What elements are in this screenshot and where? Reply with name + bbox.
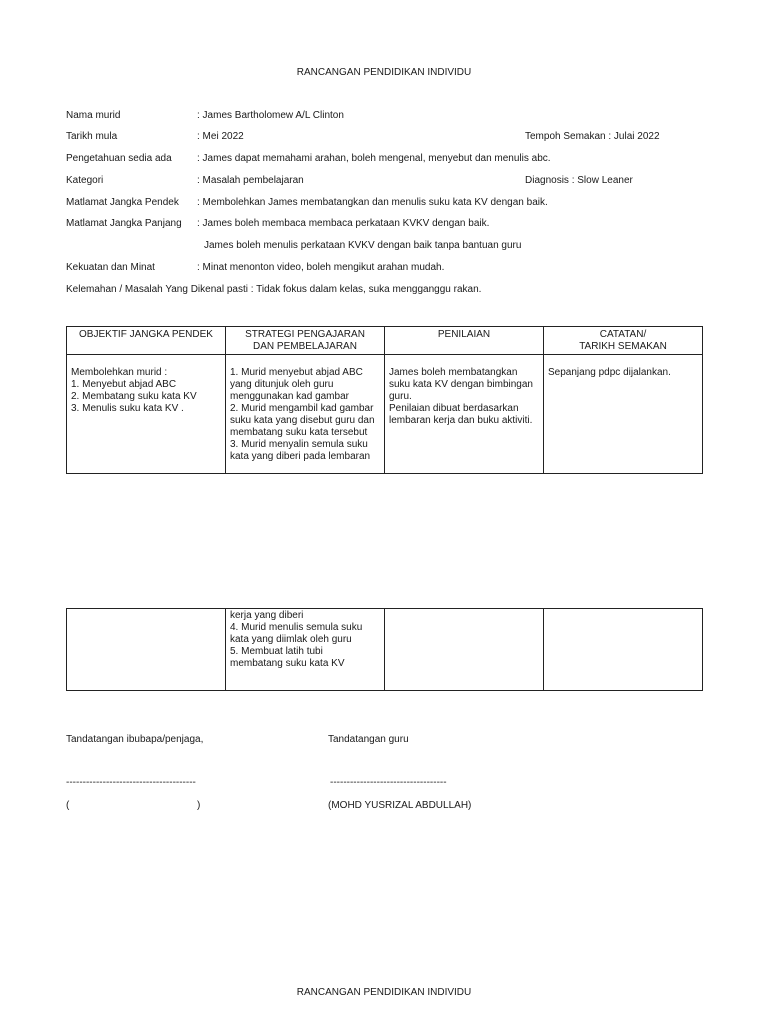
pengetahuan-label: Pengetahuan sedia ada [66,153,172,164]
cell-line: 2. Murid mengambil kad gambar [230,403,374,414]
cell-line: kata yang diberi pada lembaran [230,451,371,462]
header-catatan: CATATAN/ TARIKH SEMAKAN [544,327,703,355]
cell-objektif [67,355,226,474]
rpi-table-continued [66,608,703,691]
nama-value: : James Bartholomew A/L Clinton [197,110,344,121]
header-strategi: STRATEGI PENGAJARAN DAN PEMBELAJARAN [226,327,385,355]
cell-line: suku kata KV dengan bimbingan [389,379,533,390]
matlamat-panjang-label: Matlamat Jangka Panjang [66,218,182,229]
pengetahuan-value: : James dapat memahami arahan, boleh mengenal, menyebut dan menulis abc. [197,153,551,164]
cell-line: 1. Menyebut abjad ABC [71,379,177,390]
teacher-signature-label: Tandatangan guru [328,734,409,745]
rpi-table-top [66,326,703,474]
cell-line: Sepanjang pdpc dijalankan. [548,367,671,378]
kelemahan: Kelemahan / Masalah Yang Dikenal pasti : Tidak fokus dalam kelas, suka mengganggu rakan. [66,284,482,295]
cell-line: kerja yang diberi [230,610,304,621]
cell-line: guru. [389,391,412,402]
cell-catatan [544,355,703,474]
cell-line: 1. Murid menyebut abjad ABC [230,367,363,378]
cell-strategi [226,609,385,691]
cell-line: lembaran kerja dan buku aktiviti. [389,415,533,426]
table-header-row [67,327,703,355]
cell-line: 5. Membuat latih tubi [230,646,323,657]
parent-signature-line: --------------------------------------- [66,777,196,788]
cell-line: James boleh membatangkan [389,367,518,378]
matlamat-panjang-value-1: : James boleh membaca membaca perkataan KVKV dengan baik. [197,218,490,229]
cell-line: kata yang diimlak oleh guru [230,634,352,645]
cell-catatan-empty [544,609,703,691]
matlamat-pendek-label: Matlamat Jangka Pendek [66,197,179,208]
diagnosis: Diagnosis : Slow Leaner [525,175,633,186]
cell-line: Membolehkan murid : [71,367,168,378]
cell-line: membatang suku kata KV [230,658,345,669]
tarikh-value: : Mei 2022 [197,131,244,142]
matlamat-panjang-value-2: James boleh menulis perkataan KVKV dengan baik tanpa bantuan guru [204,240,522,251]
parent-name-close: ) [197,800,201,811]
header-objektif: OBJEKTIF JANGKA PENDEK [67,327,226,355]
cell-objektif-empty [67,609,226,691]
cell-line: membatang suku kata tersebut [230,427,368,438]
matlamat-pendek-value: : Membolehkan James membatangkan dan menulis suku kata KV dengan baik. [197,197,548,208]
page-title: RANCANGAN PENDIDIKAN INDIVIDU [296,67,472,78]
kategori-value: : Masalah pembelajaran [197,175,304,186]
parent-signature-label: Tandatangan ibubapa/penjaga, [66,734,204,745]
tarikh-label: Tarikh mula [66,131,118,142]
cell-line: suku kata yang disebut guru dan [230,415,375,426]
cell-line: 3. Menulis suku kata KV . [71,403,184,414]
table-row [67,609,703,691]
cell-line: Penilaian dibuat berdasarkan [389,403,519,414]
tempoh-semakan: Tempoh Semakan : Julai 2022 [525,131,660,142]
kategori-label: Kategori [66,175,104,186]
cell-line: 2. Membatang suku kata KV [71,391,197,402]
header-penilaian: PENILAIAN [385,327,544,355]
cell-line: menggunakan kad gambar [230,391,349,402]
cell-strategi [226,355,385,474]
teacher-name: (MOHD YUSRIZAL ABDULLAH) [328,800,472,811]
cell-penilaian [385,355,544,474]
cell-penilaian-empty [385,609,544,691]
nama-label: Nama murid [66,110,121,121]
cell-line: yang ditunjuk oleh guru [230,379,334,390]
table-row [67,355,703,474]
footer-title: RANCANGAN PENDIDIKAN INDIVIDU [296,987,472,998]
kekuatan-value: : Minat menonton video, boleh mengikut arahan mudah. [197,262,445,273]
kekuatan-label: Kekuatan dan Minat [66,262,155,273]
teacher-signature-line: ----------------------------------- [330,777,447,788]
parent-name-open: ( [66,800,70,811]
cell-line: 4. Murid menulis semula suku [230,622,363,633]
cell-line: 3. Murid menyalin semula suku [230,439,368,450]
